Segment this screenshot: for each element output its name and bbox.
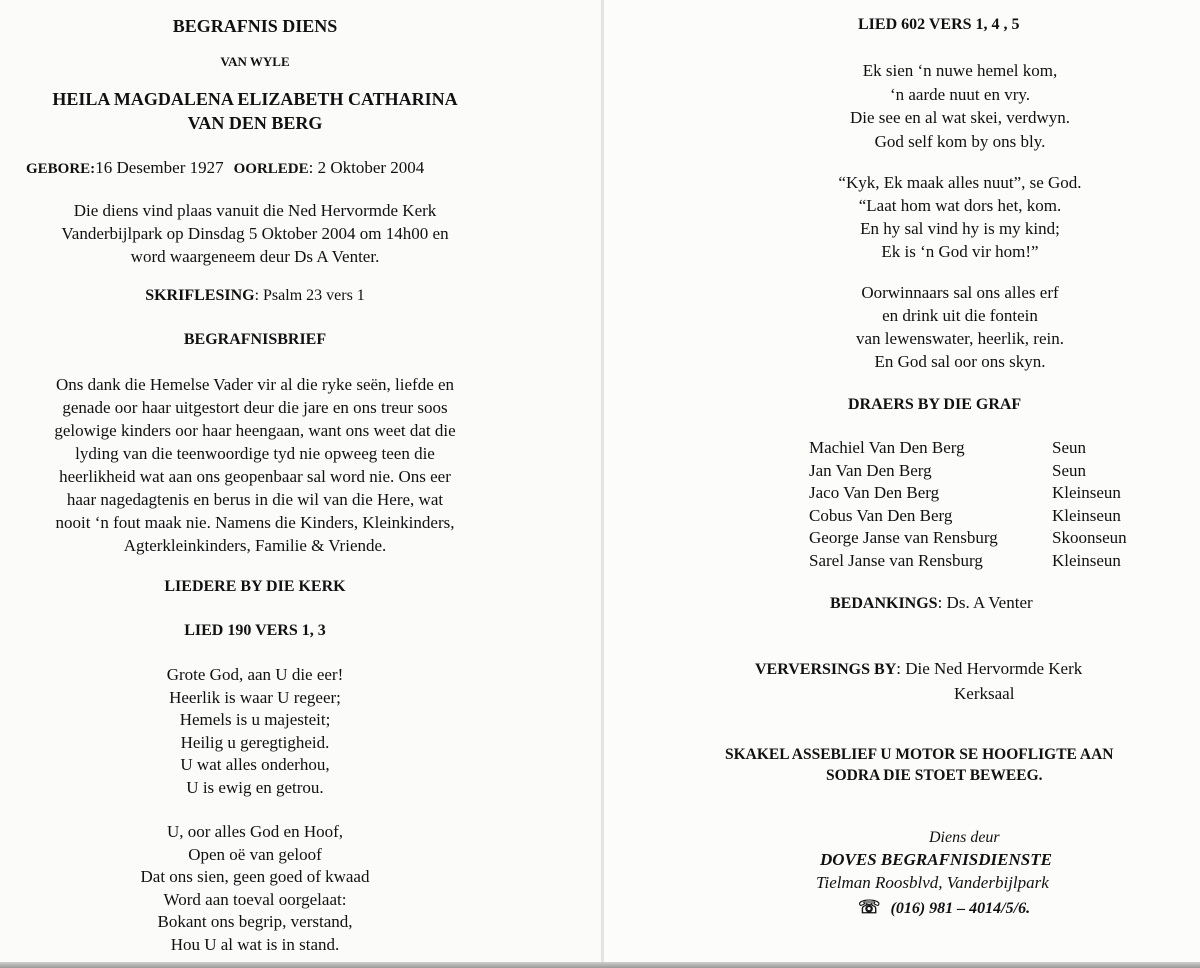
bearer-row <box>809 460 1127 483</box>
verversings-line <box>755 659 1082 679</box>
lied-190-title: LIED 190 VERS 1, 3 <box>184 622 326 639</box>
verse-line: En hy sal vind hy is my kind; <box>860 219 1060 238</box>
bearer-name: Jaco Van Den Berg <box>809 483 940 503</box>
bearer-relation: Kleinseun <box>1052 505 1121 525</box>
bedankings-label: BEDANKINGS <box>830 595 938 612</box>
verse-line: Hou U al wat is in stand. <box>170 934 340 954</box>
verversings-value: : Die Ned Hervormde Kerk <box>896 659 1083 678</box>
telephone-icon: ☏ <box>858 897 881 917</box>
diens-deur: Diens deur <box>929 829 1000 846</box>
lied-602-verse-2 <box>660 171 1200 263</box>
letter-text <box>0 373 510 557</box>
verse-line: U, oor alles God en Hoof, <box>166 822 344 841</box>
bearer-relation: Seun <box>1052 438 1086 457</box>
bearer-row <box>809 527 1127 550</box>
letter-line: heerlikheid wat aan ons geopenbaar sal word nie. Ons eer <box>59 467 451 486</box>
lied-602-verse-3 <box>660 281 1200 373</box>
bedankings-value: : Ds. A Venter <box>937 593 1033 612</box>
verse-line: “Kyk, Ek maak alles nuut”, se God. <box>838 173 1082 192</box>
verse-line: Hemels is u majesteit; <box>179 710 331 729</box>
dates-line <box>26 158 424 178</box>
letter-line: Agterkleinkinders, Familie & Vriende. <box>123 536 387 555</box>
lied-602-verse-1 <box>660 59 1200 153</box>
gebore-label: GEBORE: <box>26 161 96 177</box>
letter-line: Ons dank die Hemelse Vader vir al die ryke seën, liefde en <box>55 375 455 394</box>
verse-line: Word aan toeval oorgelaat: <box>163 889 347 909</box>
bearer-name: Sarel Janse van Rensburg <box>809 550 983 570</box>
verse-line: God self kom by ons bly. <box>874 131 1046 151</box>
verse-line: Ek is ‘n God vir hom!” <box>881 242 1039 261</box>
deceased-name-line2: VAN DEN BERG <box>187 113 323 133</box>
company-name: DOVES BEGRAFNISDIENSTE <box>820 850 1052 869</box>
bearer-relation: Skoonseun <box>1052 528 1127 548</box>
bearers-list <box>809 437 1127 573</box>
phone-number: (016) 981 – 4014/5/6. <box>890 900 1031 917</box>
verse-line: Ek sien ‘n nuwe hemel kom, <box>862 61 1058 80</box>
verse-line: Dat ons sien, geen goed of kwaad <box>140 867 370 886</box>
letter-line: nooit ‘n fout maak nie. Namens die Kinders, Kleinkinders, <box>55 513 455 532</box>
bearer-relation: Kleinseun <box>1052 550 1121 570</box>
draers-title: DRAERS BY DIE GRAF <box>848 396 1022 413</box>
begrafnisbrief-title: BEGRAFNISBRIEF <box>183 331 327 348</box>
bearer-row <box>809 437 1127 460</box>
service-details <box>0 199 510 268</box>
deceased-name-line1: HEILA MAGDALENA ELIZABETH CATHARINA <box>52 89 458 109</box>
verse-line: U wat alles onderhou, <box>180 755 330 774</box>
gebore-value: 16 Desember 1927 <box>95 158 224 177</box>
service-line: Die diens vind plaas vanuit die Ned Hervormde Kerk <box>73 201 437 220</box>
verversings-label: VERVERSINGS BY <box>755 661 897 678</box>
letter-line: haar nagedagtenis en berus in die wil van die Here, wat <box>66 490 444 509</box>
lied-190-verse-2 <box>0 821 510 956</box>
verversings-venue: Kerksaal <box>954 684 1015 703</box>
verse-line: Bokant ons begrip, verstand, <box>157 912 353 931</box>
bearer-relation: Kleinseun <box>1052 483 1121 503</box>
verse-line: “Laat hom wat dors het, kom. <box>858 196 1062 215</box>
bedankings-line <box>830 593 1033 613</box>
bearer-name: George Janse van Rensburg <box>809 528 998 548</box>
bearer-name: Cobus Van Den Berg <box>809 505 953 525</box>
oorlede-value: : 2 Oktober 2004 <box>308 158 425 177</box>
page-fold <box>601 0 604 968</box>
bearer-name: Machiel Van Den Berg <box>809 438 965 457</box>
headlights-notice-line2: SODRA DIE STOET BEWEEG. <box>826 767 1043 784</box>
verse-line: ‘n aarde nuut en vry. <box>889 84 1031 104</box>
scan-bottom-edge <box>0 962 1200 968</box>
verse-line: U is ewig en getrou. <box>186 777 324 797</box>
verse-line: Heilig u geregtigheid. <box>180 732 330 752</box>
service-line: word waargeneem deur Ds A Venter. <box>130 247 380 266</box>
oorlede-label: OORLEDE <box>233 161 309 177</box>
verse-line: Grote God, aan U die eer! <box>166 665 344 684</box>
bearer-row <box>809 505 1127 528</box>
skriflesing-value: : Psalm 23 vers 1 <box>254 287 365 304</box>
verse-line: van lewenswater, heerlik, rein. <box>856 329 1064 348</box>
van-wyle: VAN WYLE <box>220 54 290 69</box>
phone-line <box>858 897 1030 918</box>
letter-line: genade oor haar uitgestort deur die jare en ons treur soos <box>62 398 448 417</box>
verse-line: en drink uit die fontein <box>882 306 1038 325</box>
skriflesing-label: SKRIFLESING <box>145 287 255 304</box>
service-line: Vanderbijlpark op Dinsdag 5 Oktober 2004 om 14h00 en <box>61 224 449 243</box>
liedere-title: LIEDERE BY DIE KERK <box>164 578 346 595</box>
verse-line: Die see en al wat skei, verdwyn. <box>850 108 1070 127</box>
skriflesing-line <box>0 287 510 305</box>
verse-line: Open oë van geloof <box>188 844 322 864</box>
letter-line: lyding van die teenwoordige tyd nie opweeg teen die <box>75 444 435 463</box>
bearer-row <box>809 550 1127 573</box>
verse-line: En God sal oor ons skyn. <box>874 352 1046 371</box>
headlights-notice-line1: SKAKEL ASSEBLIEF U MOTOR SE HOOFLIGTE AAN <box>725 746 1114 763</box>
bearer-row <box>809 482 1127 505</box>
lied-190-verse-1 <box>0 664 510 799</box>
service-title: BEGRAFNIS DIENS <box>172 16 338 36</box>
bearer-name: Jan Van Den Berg <box>809 460 932 480</box>
verse-line: Heerlik is waar U regeer; <box>169 687 341 707</box>
verse-line: Oorwinnaars sal ons alles erf <box>861 283 1059 302</box>
company-address: Tielman Roosblvd, Vanderbijlpark <box>816 873 1049 892</box>
bearer-relation: Seun <box>1052 460 1086 480</box>
letter-line: gelowige kinders oor haar heengaan, want ons weet dat die <box>54 421 456 440</box>
lied-602-title: LIED 602 VERS 1, 4 , 5 <box>858 16 1020 33</box>
